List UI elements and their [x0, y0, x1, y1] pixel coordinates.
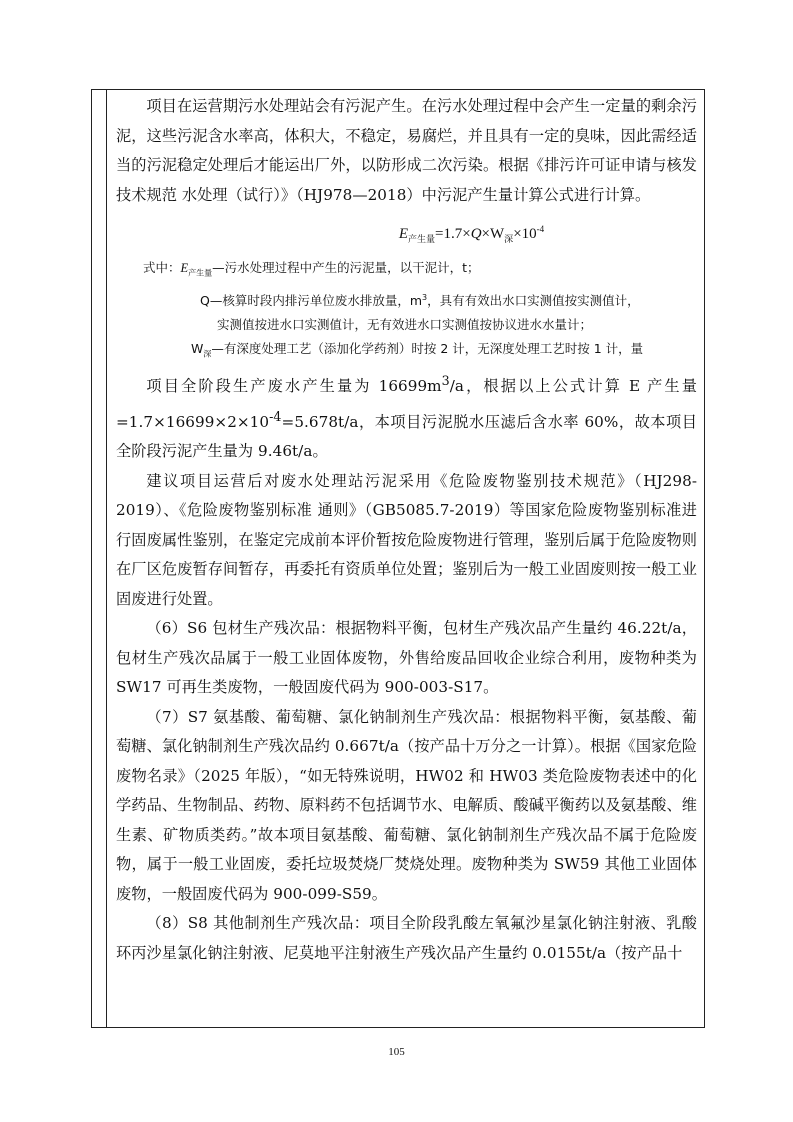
- page-number: 105: [388, 1046, 405, 1058]
- formula-note-e: 式中：$E_{产生量}—$污水处理过程中产生的污泥量，以干泥计，t；: [143, 260, 480, 278]
- table-inner-border: [106, 89, 107, 1028]
- paragraph-s6-packaging: （6）S6 包材生产残次品：根据物料平衡，包材生产残次品产生量约 46.22t/a，包材生产残次品属于一般工业固体废物，外售给废品回收企业综合利用，废物种类为 SW17 可再生类废物，一般固废代码为 900-003-S17。: [116, 619, 697, 697]
- formula-note-q: Q—核算时段内排污单位废水排放量，$m^3$，具有有效出水口实测值按实测值计，: [200, 292, 640, 308]
- sludge-formula: $E_{产生量}=1.7\times Q\times W_深\times 10^{-4}$: [398, 224, 545, 244]
- paragraph-s8-other: （8）S8 其他制剂生产残次品：项目全阶段乳酸左氧氟沙星氯化钠注射液、乳酸环丙沙星氯化钠注射液、尼莫地平注射液生产残次品产生量约 0.0155t/a（按产品十: [116, 914, 697, 962]
- paragraph-s7-amino-acid: （7）S7 氨基酸、葡萄糖、氯化钠制剂生产残次品：根据物料平衡，氨基酸、葡萄糖、氯化钠制剂生产残次品约 0.667t/a（按产品十万分之一计算）。根据《国家危险废物名录》（2025 年版），“如无特殊说明，HW02 和 HW03 类危险废物表述中的化学药品、生物制品、药物、原料药不包括调节水、电解质、酸碱平衡药以及氨基酸、维生素、矿物质类药。”故本项目氨基酸、葡萄糖、氯化钠制剂生产残次品不属于危险废物，属于一般工业固废，委托垃圾焚烧厂焚烧处理。废物种类为 SW59 其他工业固体废物，一般固废代码为 900-099-S59。: [116, 707, 697, 903]
- formula-note-q-cont: 实测值按进水口实测值计，无有效进水口实测值按协议进水水量计；: [217, 316, 593, 332]
- formula-note-w: $W_深—$有深度处理工艺（添加化学药剂）时按 2 计，无深度处理工艺时按 1 计，量: [191, 340, 644, 359]
- paragraph-sludge-intro: 项目在运营期污水处理站会有污泥产生。在污水处理过程中会产生一定量的剩余污泥，这些污泥含水率高，体积大，不稳定，易腐烂，并且具有一定的臭味，因此需经适当的污泥稳定处理后才能运出厂外，以防形成二次污染。根据《排污许可证申请与核发技术规范 水处理（试行）》（HJ978—2018）中污泥产生量计算公式进行计算。: [116, 97, 697, 204]
- paragraph-sludge-identification: 建议项目运营后对废水处理站污泥采用《危险废物鉴别技术规范》（HJ298-2019）、《危险废物鉴别标准 通则》（GB5085.7-2019）等国家危险废物鉴别标准进行固废属性鉴别，在鉴定完成前本评价暂按危险废物进行管理，鉴别后属于危险废物则在厂区危废暂存间暂存，再委托有资质单位处置；鉴别后为一般工业固废则按一般工业固废进行处置。: [116, 471, 697, 608]
- page-content: [116, 92, 697, 968]
- paragraph-sludge-calc: 项目全阶段生产废水产生量为 $16699m^3/a$，根据以上公式计算 E 产生量$=1.7\times 16699\times 2\times 10^{-4}=5.678t/a$，本项目污泥脱水压滤后含水率 60%，故本项目全阶段污泥产生量为 9.46t/a。: [116, 373, 697, 461]
